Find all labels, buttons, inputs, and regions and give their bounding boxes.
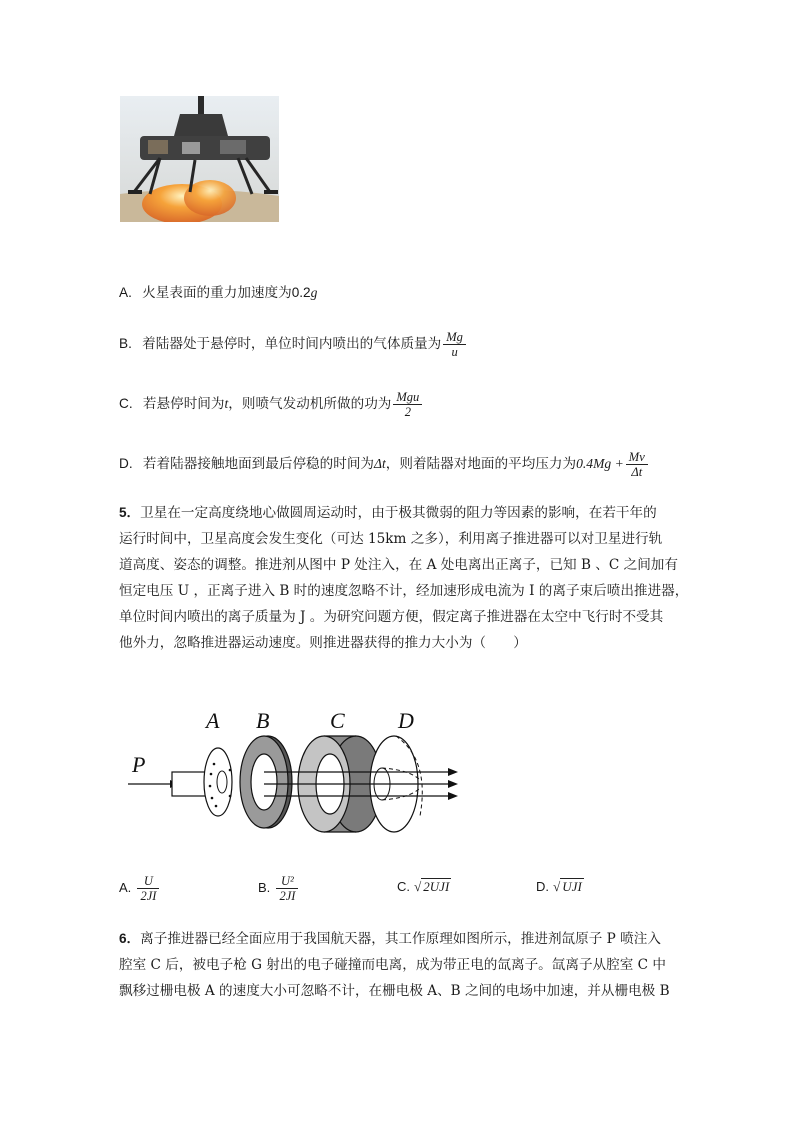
option-expression: 0.4Mg + (576, 456, 624, 471)
fraction (137, 874, 159, 903)
question-row (119, 500, 679, 526)
question-row: 道高度、姿态的调整。推进剂从图中 P 处注入，在 A 处电离出正离子，已知 B 、C 之间加有 (119, 557, 678, 573)
option-text: ，则喷气发动机所做的功为 (228, 396, 392, 412)
option-variable: g (310, 285, 318, 300)
diagram-label-c: C (330, 708, 345, 733)
diagram-label-a: A (206, 708, 220, 733)
q5-option-d (536, 879, 584, 895)
question-row: 腔室 C 后，被电子枪 G 射出的电子碰撞而电离，成为带正电的氙离子。氙离子从腔室 C 中 (119, 957, 666, 973)
question-text: 离子推进器已经全面应用于我国航天器，其工作原理如图所示，推进剂氙原子 P 喷注入 (140, 931, 661, 947)
q4-option-b (119, 330, 468, 359)
option-text: 着陆器处于悬停时，单位时间内喷出的气体质量为 (142, 336, 442, 352)
radicand: 2UJI (423, 879, 450, 894)
option-text: ，则着陆器对地面的平均压力为 (385, 456, 577, 472)
fraction-numerator: Mv (626, 450, 648, 465)
question-row: 他外力，忽略推进器运动速度。则推进器获得的推力大小为（ ） (119, 635, 527, 651)
q5-option-a (119, 874, 161, 903)
radicand: UJI (562, 879, 582, 894)
option-variable: Δt (374, 456, 386, 471)
option-text: 火星表面的重力加速度为 (142, 285, 292, 301)
question-row (119, 926, 679, 952)
fraction (626, 450, 648, 479)
fraction-denominator: 2JI (279, 889, 296, 903)
q4-option-a (119, 283, 317, 303)
q5-option-c (397, 879, 451, 895)
diagram-label-b: B (256, 708, 270, 733)
option-label: A. (119, 880, 132, 895)
fraction (276, 874, 298, 903)
option-label: D. (536, 879, 549, 894)
fraction-numerator: U² (276, 874, 298, 889)
question-6 (119, 926, 679, 1004)
option-label: A. (119, 285, 132, 300)
option-variable: t (224, 396, 229, 411)
option-label: C. (397, 879, 410, 894)
question-row: 飘移过栅电极 A 的速度大小可忽略不计，在栅电极 A、B 之间的电场中加速，并从栅电极 B (119, 983, 670, 999)
option-text: 若着陆器接触地面到最后停稳的时间为 (142, 456, 375, 472)
option-label: B. (119, 336, 132, 351)
question-5 (119, 500, 689, 656)
question-row: 运行时间中，卫星高度会发生变化（可达 15km 之多），利用离子推进器可以对卫星进行轨 (119, 531, 663, 547)
fraction (443, 330, 466, 359)
question-row: 单位时间内喷出的离子质量为 J 。为研究问题方便，假定离子推进器在太空中飞行时不受其 (119, 609, 664, 625)
q5-option-b (258, 874, 300, 903)
q4-option-c (119, 390, 424, 419)
fraction-numerator: Mgu (393, 390, 422, 405)
diagram-label-d: D (398, 708, 414, 733)
option-label: B. (258, 880, 271, 895)
fraction-numerator: Mg (443, 330, 466, 345)
diagram-label-p: P (132, 752, 146, 777)
fraction-denominator: u (451, 345, 458, 359)
question-text: 卫星在一定高度绕地心做圆周运动时，由于极其微弱的阻力等因素的影响，在若干年的 (140, 505, 657, 521)
option-label: C. (119, 396, 133, 411)
square-root: √ UJI (553, 879, 582, 894)
lander-photo (120, 96, 279, 222)
fraction-denominator: 2JI (140, 889, 157, 903)
q4-option-d (119, 450, 650, 479)
option-label: D. (119, 456, 133, 471)
fraction-denominator: 2 (404, 405, 411, 419)
option-text: 若悬停时间为 (142, 396, 225, 412)
fraction (393, 390, 422, 419)
ion-thruster-diagram (120, 700, 470, 840)
fraction-denominator: Δt (631, 465, 643, 479)
question-row: 恒定电压 U ，正离子进入 B 时的速度忽略不计，经加速形成电流为 I 的离子束后喷出推进器， (119, 583, 689, 599)
option-value: 0.2 (291, 285, 311, 300)
fraction-numerator: U (137, 874, 159, 889)
square-root: √ 2UJI (414, 879, 450, 894)
question-number: 5． (119, 505, 141, 520)
question-number: 6． (119, 931, 141, 946)
